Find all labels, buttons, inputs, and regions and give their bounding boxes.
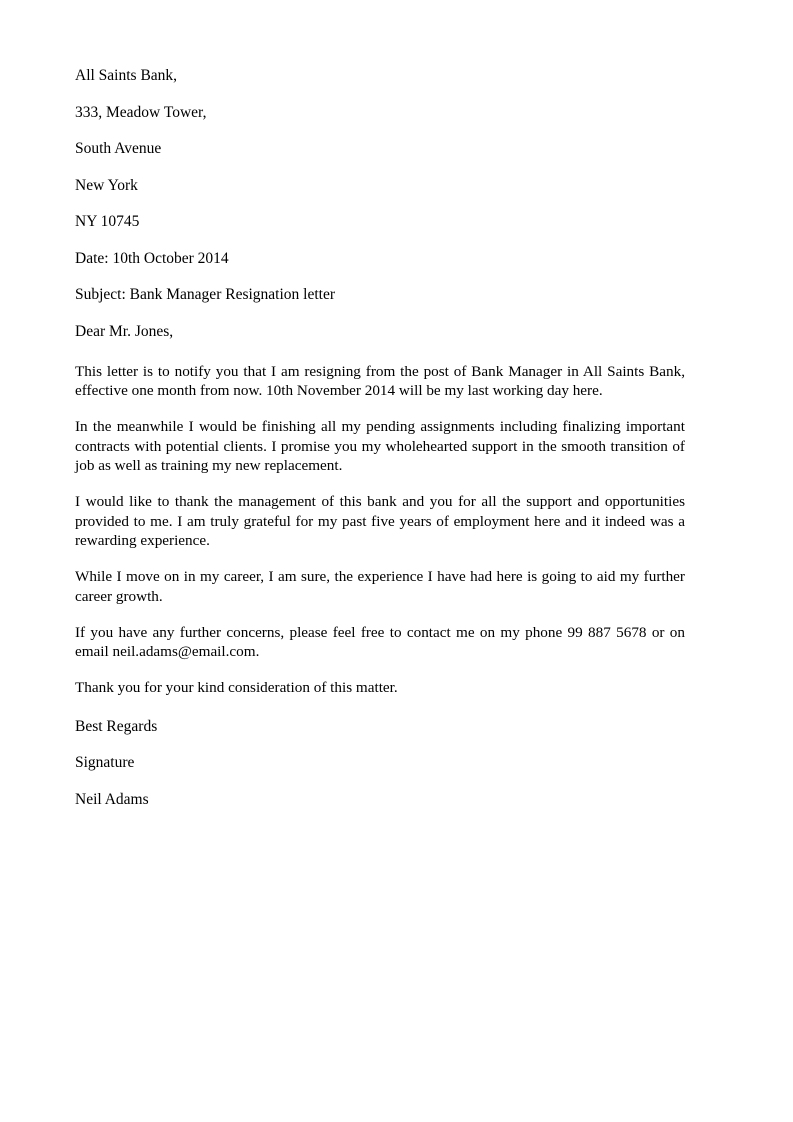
body-paragraph-4: While I move on in my career, I am sure, the experience I have had here is going to aid my further career growth.	[75, 568, 685, 605]
letterhead-state-zip: NY 10745	[75, 213, 140, 230]
letterhead-area: South Avenue	[75, 140, 162, 157]
sender-name: Neil Adams	[75, 790, 149, 808]
body-paragraph-6-thanks: Thank you for your kind consideration of this matter.	[75, 679, 398, 696]
body-paragraph-2: In the meanwhile I would be finishing all my pending assignments including finalizing important contracts with potential clients. I promise you my wholehearted support in the smooth transition of job as well as training my new replacement.	[75, 418, 685, 474]
closing-valediction: Best Regards	[75, 717, 158, 735]
letter-subject: Subject: Bank Manager Resignation letter	[75, 286, 335, 303]
letter-meta-block	[75, 249, 685, 341]
letter-closing-block	[75, 717, 685, 809]
letterhead-company: All Saints Bank,	[75, 67, 178, 84]
letter-content	[75, 66, 685, 826]
letter-date: Date: 10th October 2014	[75, 249, 229, 267]
letterhead-block	[75, 66, 685, 231]
signature-placeholder: Signature	[75, 754, 135, 771]
letter-body	[75, 362, 685, 698]
letterhead-city: New York	[75, 176, 138, 194]
letterhead-street: 333, Meadow Tower,	[75, 103, 207, 121]
body-paragraph-5: If you have any further concerns, please feel free to contact me on my phone 99 887 5678 or on email neil.adams@email.com.	[75, 623, 685, 660]
body-paragraph-3: I would like to thank the management of this bank and you for all the support and opportunities provided to me. I am truly grateful for my past five years of employment here and it indeed was a rewarding experience.	[75, 493, 685, 549]
letter-salutation: Dear Mr. Jones,	[75, 322, 174, 340]
body-paragraph-1: This letter is to notify you that I am resigning from the post of Bank Manager in All Saints Bank, effective one month from now. 10th November 2014 will be my last working day here.	[75, 362, 685, 399]
